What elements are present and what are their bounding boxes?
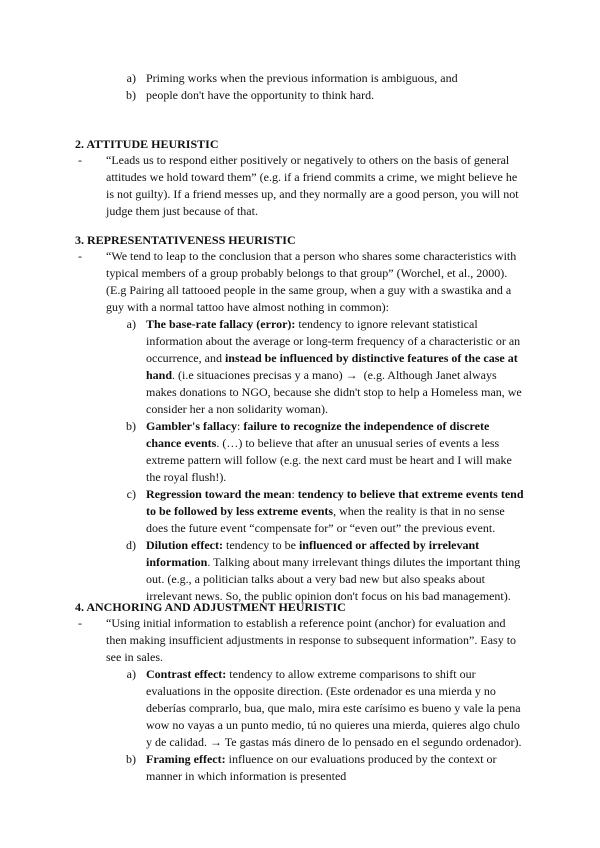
text-span: . Talking about many irrelevant things dilutes the important thing [207,555,521,569]
term-bold: Regression toward the mean [146,487,292,501]
text-line: y de calidad. → Te gastas más dinero de lo pensado en el segundo ordenador). [146,735,522,749]
term-bold: instead be influenced by distinctive features of the case at [224,351,518,365]
section-heading: 4. ANCHORING AND ADJUSTMENT HEURISTIC [75,600,346,614]
term-bold: Contrast effect: [146,667,227,681]
text-line: makes donations to NGO, because she didn't stop to help a Homeless man, we [146,385,522,399]
text-line: (E.g Pairing all tattooed people in the same group, when a guy with a swastika and a [106,283,512,297]
text-line: out. (e.g., a politician talks about a very bad new but also speaks about [146,572,485,586]
text-line: does the future event “compensate for” or “even out” the previous event. [146,521,496,535]
list-marker: a) [126,317,136,331]
text-line: extreme pattern will follow (e.g. the next card must be heart and I will make [146,453,512,467]
term-bold: to be followed by less extreme events [146,504,334,518]
text-line: consider her a non solidarity woman). [146,402,328,416]
text-line: deberías comprarlo, bua, que malo, mira este carísimo es bueno y vale la pena [146,701,521,715]
text-line: “We tend to leap to the conclusion that a person who shares some characteristics with [106,249,517,263]
list-marker: b) [126,419,136,433]
text-line: the royal flush!). [146,470,227,484]
term-bold: chance events [146,436,217,450]
term-bold: Dilution effect: [146,538,223,552]
text-span: tendency to ignore relevant statistical [295,317,478,331]
text-line: is not guilty). If a friend messes up, and they normally are a good person, you will not [106,187,519,201]
section-heading: 2. ATTITUDE HEURISTIC [75,137,219,151]
text-line [146,367,497,384]
term-bold: influenced or affected by irrelevant [298,538,480,552]
text-line [146,751,497,768]
text-span: . (…) to believe that after an unusual series of events a less [216,436,500,450]
list-marker: d) [126,538,136,552]
text-line: judge them just because of that. [106,204,258,218]
text-span: , when the reality is that in no sense [333,504,505,518]
text-line: irrelevant news. So, the public opinion don't focus on his bad management). [146,589,511,603]
text-line: wow no vayas a un punto medio, tú no quieres una mierda, quieres algo chulo [146,718,520,732]
term-bold: Gambler's fallacy [146,419,237,433]
list-marker: b) [126,88,136,102]
text-line: then making insufficient adjustments in response to subsequent information”. Easy to [106,633,517,647]
text-line [146,435,499,452]
text-line [146,316,478,333]
list-marker: a) [126,667,136,681]
list-marker: c) [126,487,136,501]
text-line: “Using initial information to establish a reference point (anchor) for evaluation and [106,616,506,630]
text-line [146,666,476,683]
list-marker: b) [126,752,136,766]
text-span: tendency to be [222,538,299,552]
text-span: . (i.e situaciones precisas y a mano) → (e.g. Although Janet always [172,368,497,382]
text-span: : [291,487,298,501]
term-bold: The base-rate fallacy (error): [146,317,296,331]
list-item-text: people don't have the opportunity to think hard. [146,88,375,102]
text-line: “Leads us to respond either positively or negatively to others on the basis of general [106,153,510,167]
text-line [146,554,520,571]
text-line: attitudes we hold toward them” (e.g. if a friend commits a crime, we might believe he [106,170,518,184]
text-line [146,418,489,435]
text-line [146,350,518,367]
text-span: : [236,419,244,433]
term-bold: Framing effect: [146,752,226,766]
text-line: see in sales. [106,650,163,664]
term-bold: tendency to believe that extreme events tend [297,487,524,501]
text-line [146,503,505,520]
text-line: information about the average or long-term frequency of a characteristic or an [146,334,521,348]
text-line [146,537,479,554]
section-heading: 3. REPRESENTATIVENESS HEURISTIC [75,233,296,247]
text-span: influence on our evaluations produced by the context or [225,752,497,766]
term-bold: information [146,555,208,569]
text-span: occurrence, and [146,351,225,365]
term-bold: failure to recognize the independence of discrete [243,419,490,433]
text-span: tendency to allow extreme comparisons to shift our [226,667,476,681]
text-line: evaluations in the opposite direction. (Este ordenador es una mierda y no [146,684,496,698]
text-line: manner in which information is presented [146,769,347,783]
list-item-text: Priming works when the previous information is ambiguous, and [146,71,458,85]
bullet-marker: - [78,153,82,167]
text-line: guy with a normal tattoo have almost nothing in common): [106,300,389,314]
term-bold: hand [146,368,173,382]
bullet-marker: - [78,249,82,263]
text-line [146,486,524,503]
bullet-marker: - [78,616,82,630]
list-marker: a) [126,71,136,85]
text-line: typical members of a group probably belongs to that group” (Worchel, et al., 2000). [106,266,508,280]
